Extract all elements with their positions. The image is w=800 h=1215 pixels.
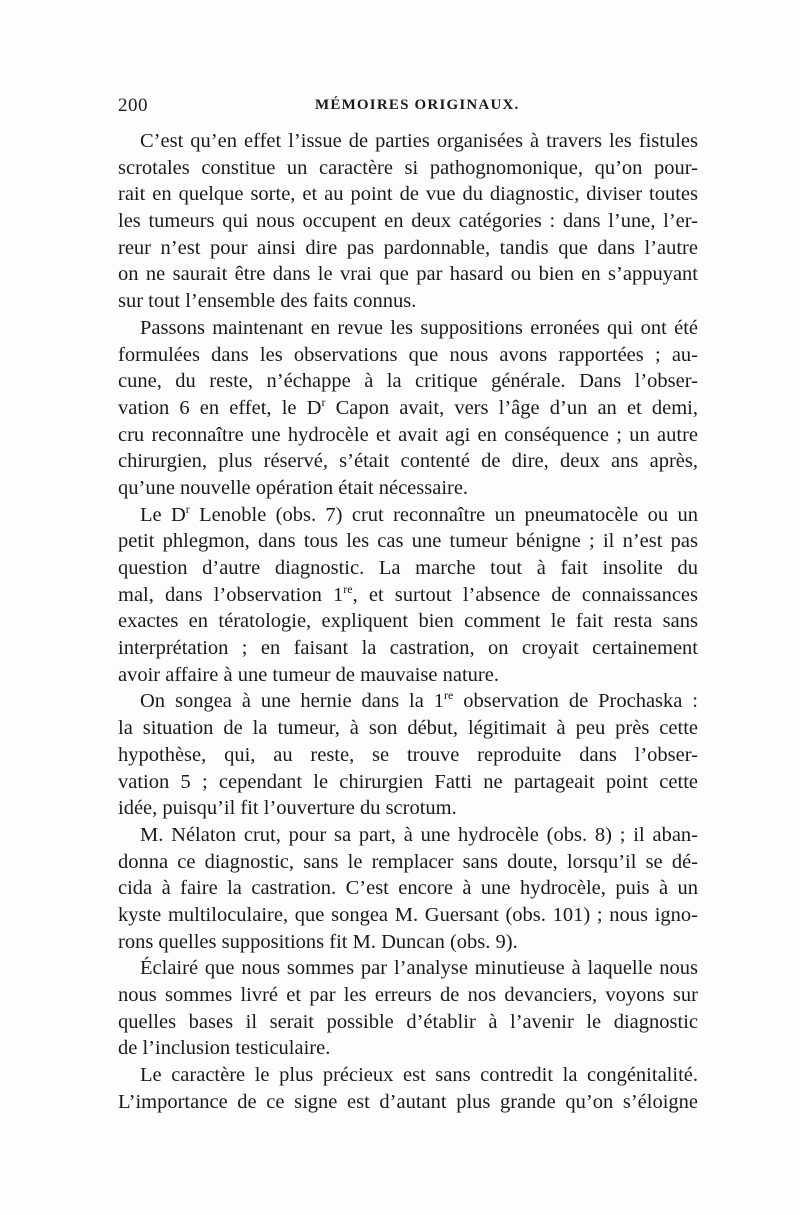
text-run: chirurgien, plus réservé, s’était contenté de dire, deux ans après,: [118, 450, 698, 473]
text-run: cune, du reste, n’échappe à la critique générale. Dans l’obser-: [118, 370, 698, 393]
text-line: [118, 395, 698, 422]
text-run: petit phlegmon, dans tous les cas une tumeur bénigne ; il n’est pas: [118, 530, 698, 553]
text-line: [118, 181, 698, 208]
text-run: C’est qu’en effet l’issue de parties organisées à travers les fistules: [140, 130, 698, 152]
text-line: [118, 875, 698, 902]
text-line: [118, 422, 698, 449]
text-line: [118, 688, 698, 715]
page-number: 200: [118, 95, 148, 116]
text-line: [118, 261, 698, 288]
text-run: vation 6 en effet, le D: [118, 396, 322, 419]
text-run: scrotales constitue un caractère si pathognomonique, qu’on pour-: [118, 156, 698, 179]
body-text: [118, 128, 698, 1115]
text-line: [118, 1062, 698, 1089]
text-run: formulées dans les observations que nous avons rapportées ; au-: [118, 343, 698, 366]
text-run: sur tout l’ensemble des faits connus.: [118, 290, 417, 313]
text-line: [118, 955, 698, 982]
text-run: M. Nélaton crut, pour sa part, à une hydrocèle (obs. 8) ; il aban-: [140, 823, 698, 846]
text-line: [118, 342, 698, 369]
text-run: les tumeurs qui nous occupent en deux catégories : dans l’une, l’er-: [118, 210, 698, 233]
text-line: [118, 582, 698, 609]
text-line: [118, 1009, 698, 1036]
text-line: [118, 128, 698, 155]
text-line: [118, 795, 698, 822]
text-run: Éclairé que nous sommes par l’analyse minutieuse à laquelle nous: [140, 957, 698, 980]
text-run: observation de Prochaska :: [453, 690, 698, 713]
text-line: [118, 769, 698, 796]
text-line: [118, 208, 698, 235]
text-line: [118, 608, 698, 635]
text-run: hypothèse, qui, au reste, se trouve reproduite dans l’obser-: [118, 743, 698, 766]
superscript: r: [321, 394, 326, 409]
text-line: [118, 528, 698, 555]
text-run: cru reconnaître une hydrocèle et avait agi en conséquence ; un autre: [118, 423, 698, 446]
text-run: idée, puisqu’il fit l’ouverture du scrotum.: [118, 797, 457, 820]
text-run: interprétation ; en faisant la castration, on croyait certainement: [118, 637, 698, 660]
superscript: re: [343, 581, 353, 596]
text-run: la situation de la tumeur, à son début, légitimait à peu près cette: [118, 717, 698, 740]
text-run: L’importance de ce signe est d’autant plus grande qu’on s’éloigne: [118, 1090, 698, 1113]
text-run: question d’autre diagnostic. La marche tout à fait insolite du: [118, 557, 698, 579]
text-run: , et surtout l’absence de connaissances: [352, 583, 699, 606]
text-line: [118, 929, 698, 956]
text-run: nous sommes livré et par les erreurs de nos devanciers, voyons sur: [118, 984, 698, 1006]
superscript: re: [444, 688, 454, 703]
text-line: [118, 982, 698, 1009]
text-run: On songea à une hernie dans la 1: [140, 690, 445, 713]
text-line: [118, 368, 698, 395]
text-run: rons quelles suppositions fit M. Duncan (obs. 9).: [118, 930, 518, 953]
text-line: [118, 662, 698, 689]
text-run: avoir affaire à une tumeur de mauvaise nature.: [118, 663, 499, 686]
text-line: [118, 635, 698, 662]
text-line: [118, 555, 698, 582]
text-run: rait en quelque sorte, et au point de vue du diagnostic, diviser toutes: [118, 183, 698, 206]
text-line: [118, 288, 698, 315]
text-run: Le D: [140, 503, 186, 526]
text-run: quelles bases il serait possible d’établir à l’avenir le diagnostic: [118, 1010, 698, 1033]
text-line: [118, 849, 698, 876]
text-line: [118, 475, 698, 502]
text-line: [118, 1035, 698, 1062]
text-run: de l’inclusion testiculaire.: [118, 1037, 331, 1060]
text-run: Passons maintenant en revue les suppositions erronées qui ont été: [140, 316, 698, 339]
text-run: exactes en tératologie, expliquent bien comment le fait resta sans: [118, 610, 698, 633]
page-header: [118, 95, 698, 125]
text-run: mal, dans l’observation 1: [118, 583, 344, 606]
running-title: MÉMOIRES ORIGINAUX.: [315, 97, 520, 113]
text-run: on ne saurait être dans le vrai que par hasard ou bien en s’appuyant: [118, 263, 698, 286]
text-run: kyste multiloculaire, que songea M. Guersant (obs. 101) ; nous igno-: [118, 903, 698, 926]
text-line: [118, 235, 698, 262]
text-run: Le caractère le plus précieux est sans contredit la congénitalité.: [140, 1064, 698, 1087]
text-line: [118, 448, 698, 475]
text-line: [118, 742, 698, 769]
text-run: Lenoble (obs. 7) crut reconnaître un pneumatocèle ou un: [189, 503, 698, 526]
text-line: [118, 1089, 698, 1116]
text-run: qu’une nouvelle opération était nécessaire.: [118, 476, 469, 499]
text-line: [118, 315, 698, 342]
text-line: [118, 902, 698, 929]
text-run: donna ce diagnostic, sans le remplacer sans doute, lorsqu’il se dé-: [118, 850, 698, 873]
text-run: vation 5 ; cependant le chirurgien Fatti ne partageait point cette: [118, 770, 698, 793]
text-run: reur n’est pour ainsi dire pas pardonnable, tandis que dans l’autre: [118, 236, 698, 259]
text-line: [118, 502, 698, 529]
text-line: [118, 715, 698, 742]
text-line: [118, 155, 698, 182]
superscript: r: [185, 501, 190, 516]
text-line: [118, 822, 698, 849]
text-run: cida à faire la castration. C’est encore à une hydrocèle, puis à un: [118, 877, 698, 900]
text-run: Capon avait, vers l’âge d’un an et demi,: [325, 396, 698, 419]
